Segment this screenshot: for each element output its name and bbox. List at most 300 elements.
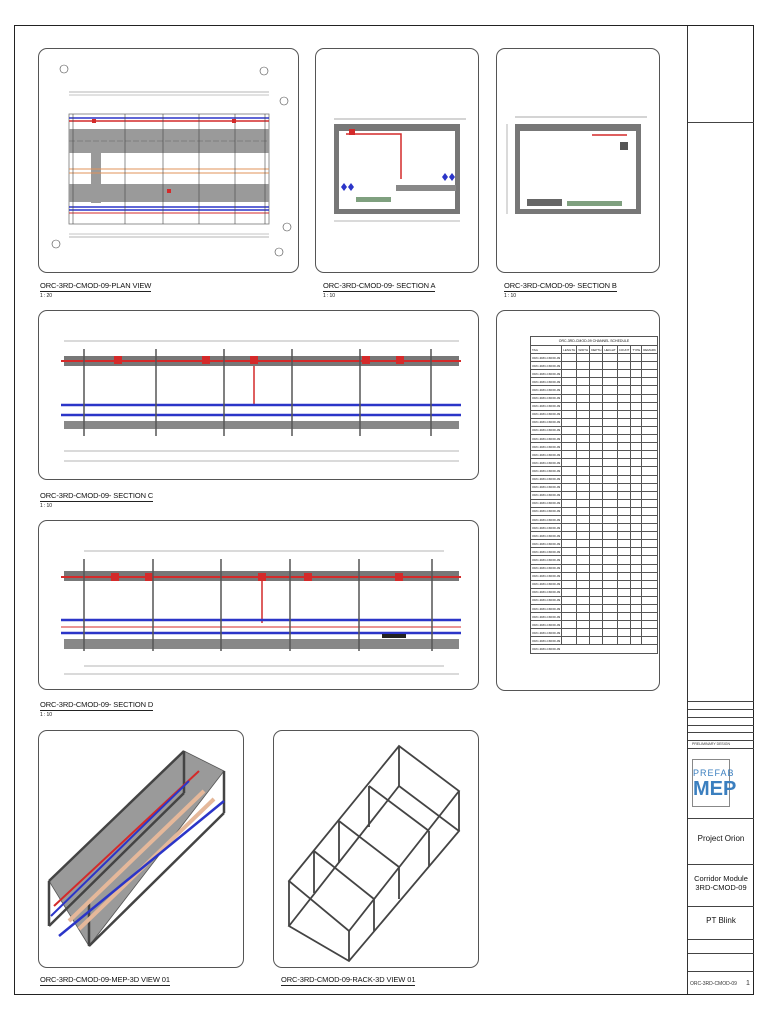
schedule-cell [642,588,658,596]
schedule-cell: ORC-3RD-CMOD-09 [531,540,562,548]
schedule-cell [577,426,590,434]
schedule-row [531,564,658,572]
schedule-cell [562,378,577,386]
schedule-cell [590,548,603,556]
schedule-cell [562,556,577,564]
schedule-cell [603,532,617,540]
schedule-header-cell: TAG [531,346,562,354]
schedule-row [531,507,658,515]
section-c-title: ORC-3RD-CMOD-09- SECTION C [40,491,154,500]
schedule-body [531,354,658,645]
schedule-cell [562,637,577,645]
schedule-cell [617,475,631,483]
schedule-cell [577,532,590,540]
schedule-row [531,410,658,418]
schedule-cell [562,491,577,499]
mep-3d-drawing [39,731,244,968]
schedule-cell [642,402,658,410]
schedule-cell [590,637,603,645]
schedule-cell [603,613,617,621]
schedule-cell [642,378,658,386]
schedule-cell [603,394,617,402]
schedule-cell [642,394,658,402]
schedule-cell [631,362,642,370]
section-c-drawing [39,311,479,480]
schedule-row [531,621,658,629]
schedule-cell [562,459,577,467]
schedule-cell [642,475,658,483]
schedule-cell [603,459,617,467]
schedule-cell [617,637,631,645]
schedule-cell [642,515,658,523]
schedule-cell [642,483,658,491]
schedule-cell [617,459,631,467]
schedule-cell [603,556,617,564]
schedule-cell [562,451,577,459]
schedule-cell [562,435,577,443]
schedule-cell [577,629,590,637]
section-d-drawing [39,521,479,690]
schedule-cell [631,605,642,613]
schedule-row [531,588,658,596]
schedule-cell [631,378,642,386]
schedule-cell: ORC-3RD-CMOD-09 [531,402,562,410]
schedule-cell [617,605,631,613]
schedule-cell [562,588,577,596]
schedule-cell [617,426,631,434]
mep-3d-viewport[interactable] [38,730,244,968]
schedule-cell: ORC-3RD-CMOD-09 [531,362,562,370]
schedule-cell [631,443,642,451]
schedule-cell: ORC-3RD-CMOD-09 [531,491,562,499]
schedule-row [531,532,658,540]
schedule-cell [631,507,642,515]
schedule-cell [642,621,658,629]
schedule-cell [642,491,658,499]
section-b-drawing [497,49,660,273]
section-a-caption [323,281,435,299]
schedule-cell [631,524,642,532]
schedule-cell [642,467,658,475]
schedule-cell [631,426,642,434]
schedule-cell [617,515,631,523]
schedule-cell [590,394,603,402]
section-c-scale: 1 : 10 [40,503,52,509]
schedule-cell [577,410,590,418]
schedule-cell [590,499,603,507]
section-b-viewport[interactable] [496,48,660,273]
schedule-cell [642,564,658,572]
plan-view-viewport[interactable] [38,48,299,273]
schedule-cell [617,378,631,386]
schedule-cell [631,459,642,467]
schedule-cell [562,540,577,548]
schedule-cell [562,467,577,475]
schedule-header-cell: REMARK [642,346,658,354]
revision-note: PRELIMINARY DESIGN [692,742,730,746]
schedule-cell [631,532,642,540]
schedule-cell [590,572,603,580]
section-a-viewport[interactable] [315,48,479,273]
schedule-cell [603,540,617,548]
schedule-cell: ORC-3RD-CMOD-09 [531,637,562,645]
schedule-cell [631,451,642,459]
schedule-cell [603,426,617,434]
schedule-cell [562,596,577,604]
rack-3d-viewport[interactable] [273,730,479,968]
title-block [687,26,753,994]
schedule-row [531,515,658,523]
schedule-cell [562,621,577,629]
schedule-cell [642,459,658,467]
schedule-cell [590,475,603,483]
schedule-cell [603,435,617,443]
mep-3d-title: ORC-3RD-CMOD-09-MEP-3D VIEW 01 [40,975,170,984]
schedule-row [531,418,658,426]
schedule-cell [617,394,631,402]
drawing-title-line1: Corridor Module [694,874,748,883]
schedule-cell: ORC-3RD-CMOD-09 [531,378,562,386]
schedule-cell: ORC-3RD-CMOD-09 [531,354,562,362]
mep-3d-caption [40,975,170,986]
schedule-cell [631,418,642,426]
schedule-cell [603,378,617,386]
schedule-cell [642,629,658,637]
project-name: Project Orion [697,834,745,843]
schedule-header-cell: COUNT [617,346,631,354]
schedule-cell [642,443,658,451]
channel-schedule-table [530,336,658,654]
schedule-header-cell: TYPE [631,346,642,354]
schedule-cell [642,451,658,459]
schedule-cell [603,386,617,394]
schedule-cell [562,362,577,370]
schedule-row [531,556,658,564]
schedule-cell: ORC-3RD-CMOD-09 [531,548,562,556]
schedule-cell: ORC-3RD-CMOD-09 [531,499,562,507]
schedule-cell [631,467,642,475]
section-a-title: ORC-3RD-CMOD-09- SECTION A [323,281,436,290]
schedule-cell: ORC-3RD-CMOD-09 [531,386,562,394]
schedule-row [531,629,658,637]
schedule-cell [577,540,590,548]
schedule-cell [590,467,603,475]
schedule-row [531,524,658,532]
schedule-cell [577,613,590,621]
schedule-cell [617,362,631,370]
schedule-cell [562,507,577,515]
schedule-cell [562,605,577,613]
schedule-cell: ORC-3RD-CMOD-09 [531,426,562,434]
schedule-cell [590,354,603,362]
schedule-cell: ORC-3RD-CMOD-09 [531,524,562,532]
schedule-cell [603,410,617,418]
schedule-cell: ORC-3RD-CMOD-09 [531,605,562,613]
schedule-cell [577,483,590,491]
schedule-cell [562,515,577,523]
schedule-cell: ORC-3RD-CMOD-09 [531,475,562,483]
schedule-cell [562,499,577,507]
schedule-cell [590,418,603,426]
schedule-cell [617,467,631,475]
schedule-cell [617,532,631,540]
schedule-cell [577,378,590,386]
schedule-cell [562,443,577,451]
schedule-header-cell: LENGTH [562,346,577,354]
schedule-cell [617,507,631,515]
schedule-cell [631,491,642,499]
schedule-cell [562,402,577,410]
drawing-number: ORC-3RD-CMOD-09 [690,981,737,987]
schedule-cell [617,499,631,507]
schedule-cell [577,637,590,645]
section-b-scale: 1 : 10 [504,293,516,299]
schedule-cell: ORC-3RD-CMOD-09 [531,507,562,515]
schedule-cell [562,548,577,556]
schedule-cell [603,605,617,613]
schedule-cell [642,605,658,613]
schedule-cell [603,362,617,370]
schedule-cell [642,572,658,580]
schedule-cell [590,532,603,540]
schedule-cell [617,556,631,564]
schedule-cell [642,435,658,443]
drawing-title-line2: 3RD-CMOD-09 [695,883,747,892]
schedule-cell: ORC-3RD-CMOD-09 [531,467,562,475]
schedule-cell [562,394,577,402]
logo-bottom-text: MEP [693,778,737,800]
schedule-cell [590,491,603,499]
schedule-row [531,394,658,402]
schedule-cell [617,483,631,491]
schedule-cell [562,524,577,532]
schedule-row [531,451,658,459]
schedule-row [531,370,658,378]
schedule-cell [577,515,590,523]
plan-view-caption [40,281,151,299]
schedule-cell [617,386,631,394]
prefab-mep-logo [692,759,737,807]
schedule-row [531,540,658,548]
schedule-cell [577,548,590,556]
rack-3d-caption [281,975,415,986]
schedule-cell [590,621,603,629]
schedule-cell [603,580,617,588]
schedule-cell: ORC-3RD-CMOD-09 [531,588,562,596]
plan-view-drawing [39,49,299,273]
schedule-row [531,491,658,499]
schedule-cell [631,410,642,418]
schedule-cell: ORC-3RD-CMOD-09 [531,410,562,418]
schedule-cell [577,443,590,451]
schedule-cell [590,540,603,548]
section-c-viewport[interactable] [38,310,479,480]
schedule-cell [617,564,631,572]
schedule-cell [577,459,590,467]
schedule-cell [562,354,577,362]
schedule-cell [631,435,642,443]
schedule-cell [617,491,631,499]
schedule-cell [562,629,577,637]
schedule-row [531,362,658,370]
section-d-caption [40,700,153,718]
schedule-row [531,548,658,556]
schedule-cell [617,588,631,596]
schedule-row [531,378,658,386]
schedule-row [531,605,658,613]
schedule-cell [642,410,658,418]
schedule-cell [577,435,590,443]
schedule-cell [631,572,642,580]
schedule-cell [562,613,577,621]
schedule-cell: ORC-3RD-CMOD-09 [531,596,562,604]
section-b-title: ORC-3RD-CMOD-09- SECTION B [504,281,617,290]
schedule-cell [577,564,590,572]
schedule-cell [603,596,617,604]
schedule-cell [631,354,642,362]
schedule-cell [617,354,631,362]
section-a-drawing [316,49,479,273]
schedule-cell [642,418,658,426]
schedule-cell [603,507,617,515]
schedule-row [531,499,658,507]
schedule-cell [562,564,577,572]
schedule-row [531,426,658,434]
schedule-cell [577,556,590,564]
schedule-cell [603,467,617,475]
schedule-cell [617,524,631,532]
schedule-cell [603,418,617,426]
plan-view-scale: 1 : 20 [40,293,52,299]
schedule-cell [617,580,631,588]
schedule-cell [590,515,603,523]
schedule-cell [603,370,617,378]
schedule-cell [577,402,590,410]
section-d-viewport[interactable] [38,520,479,690]
schedule-cell: ORC-3RD-CMOD-09 [531,370,562,378]
schedule-cell [642,499,658,507]
schedule-cell [642,370,658,378]
schedule-cell [577,605,590,613]
schedule-cell [577,467,590,475]
schedule-cell [603,443,617,451]
logo-top-text: PREFAB [693,768,735,778]
schedule-cell [603,629,617,637]
schedule-cell [617,596,631,604]
schedule-cell [590,386,603,394]
schedule-cell [590,605,603,613]
schedule-cell [642,386,658,394]
schedule-cell [577,499,590,507]
schedule-cell [642,354,658,362]
schedule-cell [590,426,603,434]
section-b-caption [504,281,617,299]
schedule-cell [590,362,603,370]
schedule-row [531,467,658,475]
schedule-cell [617,443,631,451]
schedule-cell [603,499,617,507]
schedule-cell [617,410,631,418]
schedule-cell [577,572,590,580]
schedule-cell [603,402,617,410]
schedule-cell [642,532,658,540]
schedule-cell [577,524,590,532]
schedule-cell [562,483,577,491]
schedule-cell: ORC-3RD-CMOD-09 [531,629,562,637]
schedule-cell [562,572,577,580]
schedule-row [531,459,658,467]
schedule-cell [631,621,642,629]
schedule-cell [577,370,590,378]
schedule-cell [631,386,642,394]
rack-3d-title: ORC-3RD-CMOD-09-RACK-3D VIEW 01 [281,975,416,984]
schedule-cell [577,491,590,499]
schedule-cell [642,556,658,564]
section-c-caption [40,491,153,509]
schedule-cell [577,475,590,483]
schedule-cell [631,564,642,572]
schedule-cell [603,621,617,629]
schedule-cell [590,451,603,459]
schedule-cell [642,580,658,588]
schedule-cell [642,507,658,515]
schedule-cell [603,637,617,645]
schedule-row [531,402,658,410]
schedule-cell [631,540,642,548]
schedule-cell: ORC-3RD-CMOD-09 [531,532,562,540]
schedule-cell [590,556,603,564]
schedule-cell: ORC-3RD-CMOD-09 [531,451,562,459]
schedule-row [531,386,658,394]
schedule-cell [631,515,642,523]
schedule-cell [577,596,590,604]
schedule-cell [577,451,590,459]
schedule-cell [590,580,603,588]
schedule-cell [590,370,603,378]
schedule-cell [631,370,642,378]
schedule-cell [631,629,642,637]
schedule-cell [631,475,642,483]
schedule-cell [590,564,603,572]
schedule-header-cell: WIDTH [577,346,590,354]
schedule-row [531,580,658,588]
schedule-cell [590,435,603,443]
schedule-cell [631,499,642,507]
schedule-cell [631,402,642,410]
schedule-cell [590,629,603,637]
schedule-cell [590,378,603,386]
schedule-cell [603,483,617,491]
schedule-cell: ORC-3RD-CMOD-09 [531,483,562,491]
schedule-cell [577,386,590,394]
schedule-cell [617,613,631,621]
schedule-row [531,354,658,362]
schedule-cell [642,637,658,645]
schedule-cell: ORC-3RD-CMOD-09 [531,459,562,467]
schedule-cell [603,354,617,362]
schedule-row [531,483,658,491]
schedule-cell [617,418,631,426]
schedule-title: ORC-3RD-CMOD-09 CHANNEL SCHEDULE [531,337,658,346]
schedule-cell [603,588,617,596]
schedule-cell [590,410,603,418]
schedule-cell [642,362,658,370]
schedule-cell [562,580,577,588]
schedule-header-cell: HEIGHT [603,346,617,354]
section-d-title: ORC-3RD-CMOD-09- SECTION D [40,700,154,709]
schedule-cell [642,596,658,604]
schedule-cell [642,613,658,621]
